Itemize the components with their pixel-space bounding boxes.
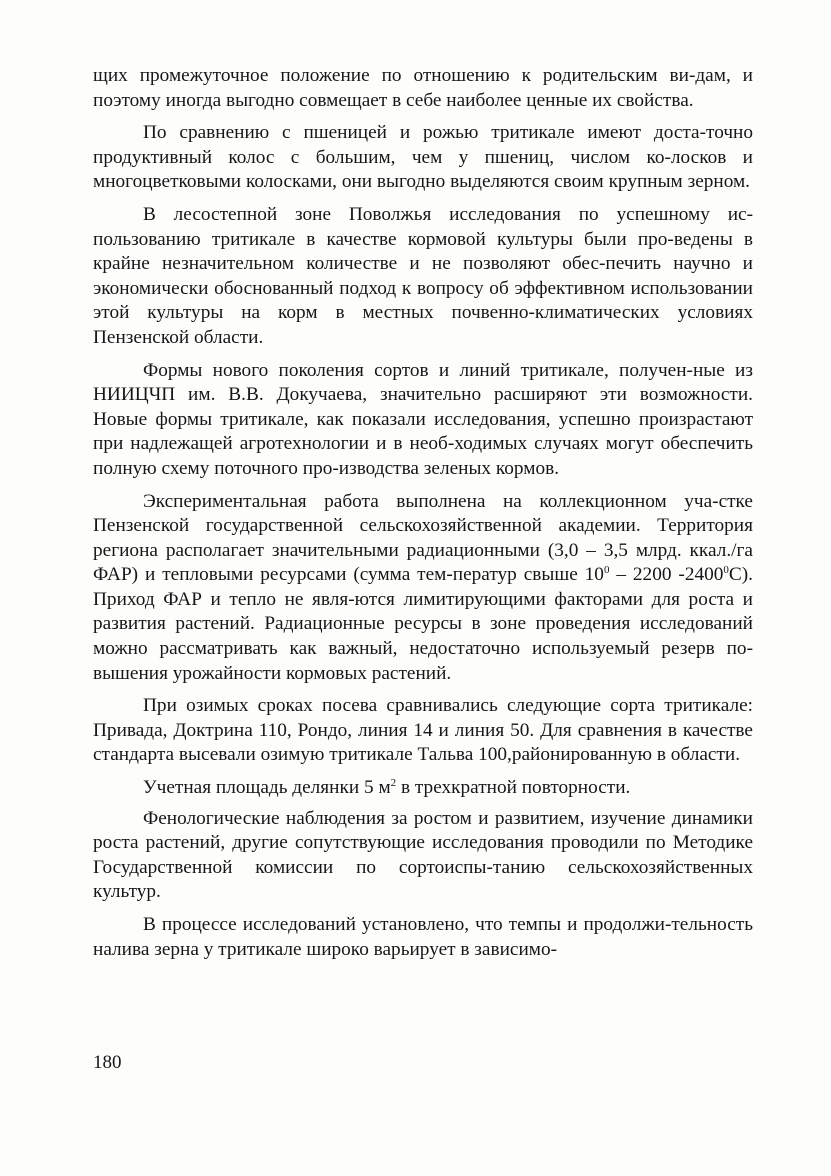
paragraph-8-text: Фенологические наблюдения за ростом и развитием, изучение динамики роста растений, другие сопутствующие исследования проводили по Методике Государственной комиссии по сортоиспы-танию сельскохозяйственных культур. [93, 807, 753, 903]
paragraph-2 [93, 121, 753, 195]
paragraph-7-text-b: в трехкратной повторности. [396, 777, 631, 799]
paragraph-4-text: Формы нового поколения сортов и линий тритикале, получен-ные из НИИЦЧП им. В.В. Докучаева, значительно расширяют эти возможности. Новые формы тритикале, как показали исследования, успешно произрастают при надлежащей агротехнологии и в необ-ходимых случаях могут обеспечить полную схему поточного про-изводства зеленых кормов. [93, 359, 753, 479]
square-superscript: 2 [390, 777, 397, 790]
paragraph-3-text: В лесостепной зоне Поволжья исследования по успешному ис-пользованию тритикале в качестве кормовой культуры были про-ведены в крайне незначительном количестве и не позволяют обес-печить научно и экономически обоснованный подход к вопросу об эффективном использовании этой культуры на корм в местных почвенно-климатических условиях Пензенской области. [93, 203, 753, 348]
degree-superscript: 0 [723, 564, 729, 577]
paragraph-5-text-c: С). Приход ФАР и тепло не явля-ются лимитирующими факторами для роста и развития растений. Радиационные ресурсы в зоне проведения исследований можно рассматривать как важный, недостаточно используемый резерв по-вышения урожайности кормовых растений. [93, 564, 753, 684]
paragraph-8 [93, 807, 753, 905]
paragraph-5 [93, 490, 753, 687]
paragraph-5-text-b: – 2200 -2400 [609, 564, 724, 586]
page-number: 180 [93, 1052, 122, 1073]
paragraph-4 [93, 359, 753, 482]
body-text [93, 64, 753, 970]
paragraph-6 [93, 694, 753, 768]
paragraph-6-text: При озимых сроках посева сравнивались следующие сорта тритикале: Привада, Доктрина 110, Рондо, линия 14 и линия 50. Для сравнения в качестве стандарта высевали озимую тритикале Тальва 100,районированную в области. [93, 695, 753, 766]
degree-superscript: 0 [603, 564, 610, 577]
paragraph-7 [93, 776, 753, 801]
paragraph-7-text-a: Учетная площадь делянки 5 м [143, 777, 391, 799]
paragraph-9-text: В процессе исследований установлено, что темпы и продолжи-тельность налива зерна у тритикале широко варьирует в зависимо- [93, 914, 753, 960]
paragraph-1-text: щих промежуточное положение по отношению к родительским ви-дам, и поэтому иногда выгодно совмещает в себе наиболее ценные их свойства. [93, 65, 753, 111]
paragraph-5-text-a: Экспериментальная работа выполнена на коллекционном уча-стке Пензенской государственной сельскохозяйственной академии. Территория региона располагает значительными радиационными (3,0 – 3,5 млрд. ккал./га ФАР) и тепловыми ресурсами (сумма тем-ператур свыше 10 [93, 490, 753, 586]
paragraph-3 [93, 203, 753, 351]
paragraph-2-text: По сравнению с пшеницей и рожью тритикале имеют доста-точно продуктивный колос с большим, чем у пшениц, числом ко-лосков и многоцветковыми колосками, они выгодно выделяются своим крупным зерном. [93, 122, 753, 193]
paragraph-1 [93, 64, 753, 113]
paragraph-9 [93, 913, 753, 962]
